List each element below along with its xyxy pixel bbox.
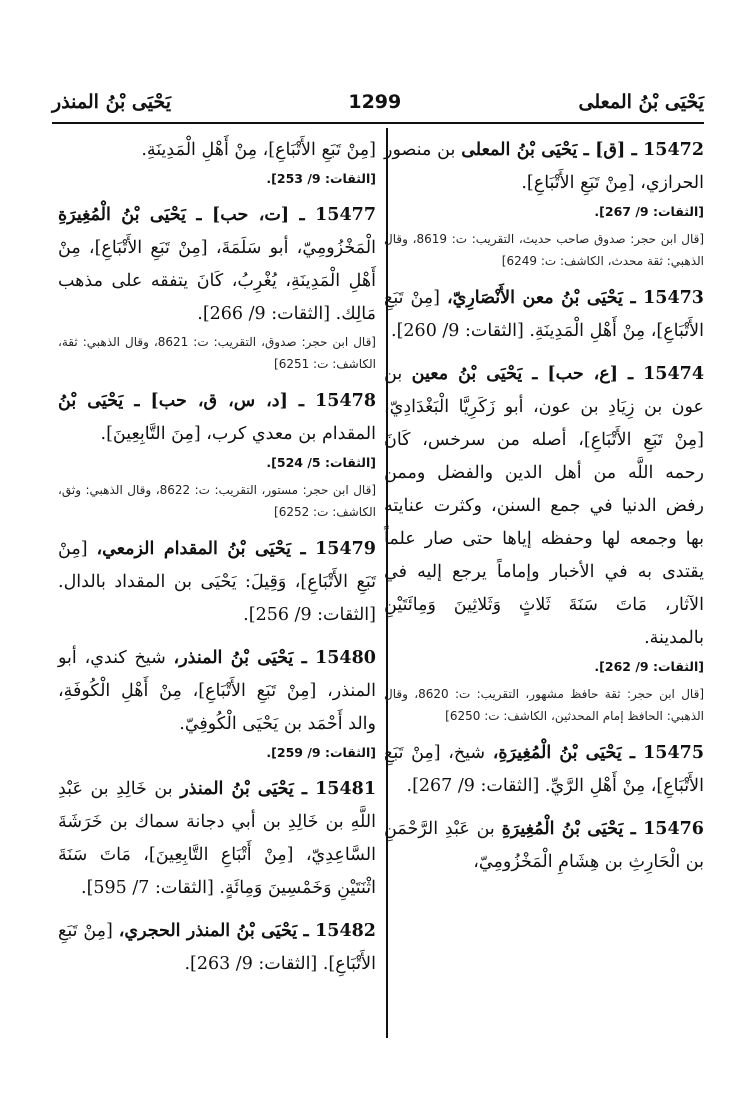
entry-heading: 15474 ـ [ع، حب] ـ يَحْيَى بْنُ معين — [411, 364, 704, 384]
entry-heading: 15481 ـ يَحْيَى بْنُ المنذر — [180, 779, 376, 799]
entry-text — [58, 533, 376, 632]
running-title-left: يَحْيَى بْنُ المنذر — [52, 91, 172, 113]
entry-note: [قال ابن حجر: صدوق، التقريب: ت: 8621، وقال الذهبي: ثقة، الكاشف: ت: 6251] — [58, 335, 376, 371]
entry-body: شيخ، [مِنْ تَبَعِ الأَتْبَاعِ]، مِنْ أَهْلِ الرَّيِّ. [الثقات: 9/ 267]. — [384, 743, 704, 796]
entry-note: [قال ابن حجر: مستور، التقريب: ت: 8622، وقال الذهبي: وثق، الكاشف: ت: 6252] — [58, 483, 377, 519]
entry-body: بن خَالِدِ بن عَبْدِ اللَّهِ بن خَالِدِ بن أبي دجانة سماك بن خَرَشَةَ السَّاعِدِيّ، [مِنْ أَتْبَاعِ التَّابِعِينَ]، مَاتَ سَنَةَ اثْنَتَيْنِ وَخَمْسِينَ وَمِائَةٍ. [الثقات: 7/ 595]. — [58, 779, 376, 898]
page-header — [52, 82, 704, 124]
entry-heading: 15476 ـ يَحْيَى بْنُ الْمُغِيرَةِ — [501, 819, 704, 839]
entry-15472 — [384, 134, 704, 272]
entry-text — [384, 358, 704, 655]
right-column — [384, 134, 704, 889]
entry-body: شيخ كندي، أبو المنذر، [مِنْ تَبَعِ الأَتْبَاعِ]، مِنْ أَهْلِ الْكُوفَةِ، والد أَحْمَد بن يَحْيَى الْكُوفِيّ. — [58, 648, 376, 734]
running-title-right: يَحْيَى بْنُ المعلى — [578, 91, 704, 113]
entry-heading: 15477 ـ [ت، حب] ـ يَحْيَى بْنُ الْمُغِيرَةِ — [58, 205, 376, 225]
entry-text — [58, 642, 376, 741]
entry-body: [مِنْ تَبَعِ الأَتْبَاعِ]، وَقِيلَ: يَحْيَى بن المقداد بالدال. [الثقات: 9/ 256]. — [58, 539, 376, 625]
entry-citation: [الثقات: 9/ 262]. — [594, 659, 704, 674]
entry-text — [58, 134, 376, 167]
entry-heading: 15473 ـ يَحْيَى بْنُ معن الأَنْصَارِيّ، — [446, 288, 704, 308]
entry-heading: 15475 ـ يَحْيَى بْنُ الْمُغِيرَةِ، — [492, 743, 704, 763]
entry-body: [مِنْ تَبَعِ الأَتْبَاعِ]، مِنْ أَهْلِ الْمَدِينَةِ. [الثقات: 9/ 260]. — [384, 288, 704, 341]
entry-citation: [الثقات: 9/ 253]. — [266, 171, 376, 186]
entry-15477 — [58, 199, 376, 375]
entry-15474 — [384, 358, 704, 727]
entry-body: الْمَخْزُومِيّ، أبو سَلَمَةَ، [مِنْ تَبَعِ الأَتْبَاعِ]، مِنْ أَهْلِ الْمَدِينَةِ، يُغْرِبُ، كَانَ يتفقه على مذهب مَالِك. [الثقات: 9/ 266]. — [58, 238, 376, 324]
entry-15479 — [58, 533, 376, 632]
entry-text — [384, 737, 704, 803]
entry-note: [قال ابن حجر: ثقة حافظ مشهور، التقريب: ت: 8620، وقال الذهبي: الحافظ إمام المحدثين، الكاشف: ت: 6250] — [384, 687, 705, 723]
entry-citation: [الثقات: 9/ 267]. — [594, 204, 704, 219]
entry-text — [384, 134, 704, 200]
entry-heading: 15482 ـ يَحْيَى بْنُ المنذر الحجري، — [118, 921, 376, 941]
entry-text — [384, 813, 704, 879]
entry-text — [58, 915, 376, 981]
entry-note: [قال ابن حجر: صدوق صاحب حديث، التقريب: ت: 8619، وقال الذهبي: ثقة محدث، الكاشف: ت: 6249] — [384, 232, 705, 268]
entry-body: بن عَبْدِ الرَّحْمَنِ بن الْحَارِثِ بن هِشَامِ الْمَخْزُومِيّ، — [384, 819, 704, 872]
entry-body: [مِنْ تَبَعِ الأَتْبَاعِ]، مِنْ أَهْلِ الْمَدِينَةِ. — [141, 140, 376, 160]
left-column — [58, 134, 376, 991]
entry-15478 — [58, 385, 376, 523]
entry-citation: [الثقات: 9/ 259]. — [266, 745, 376, 760]
entry-citation: [الثقات: 5/ 524]. — [266, 455, 376, 470]
entry-15482 — [58, 915, 376, 981]
entry-heading: 15478 ـ [د، س، ق، حب] ـ يَحْيَى بْنُ — [58, 391, 376, 411]
entry-text — [384, 282, 704, 348]
entry-text — [58, 385, 376, 451]
entry-15475 — [384, 737, 704, 803]
entry-15476 — [384, 813, 704, 879]
entry-heading: 15472 ـ [ق] ـ يَحْيَى بْنُ المعلى — [461, 140, 705, 160]
entry-15473 — [384, 282, 704, 348]
entry-heading: 15480 ـ يَحْيَى بْنُ المنذر، — [173, 648, 376, 668]
entry-heading: 15479 ـ يَحْيَى بْنُ المقدام الزمعي، — [96, 539, 376, 559]
entry-body: المقدام بن معدي كرب، [مِنَ التَّابِعِينَ]. — [100, 424, 376, 444]
entry-body: بن منصور الحرازي، [مِنْ تَبَعِ الأَتْبَاعِ]. — [384, 140, 704, 193]
entry-text — [58, 199, 376, 331]
entry-text — [58, 773, 376, 905]
entry-body: بن عون بن زِيَادِ بن عون، أبو زَكَرِيَّا الْبَغْدَادِيّ، [مِنْ تَبَعِ الأَتْبَاعِ]، أصله من سرخس، كَانَ رحمه اللَّه من أهل الدين والفضل وممن رفض الدنيا في جمع السنن، وكثرت عنايته بها وجمعه لها وحفظه إياها حتى صار علماً يقتدى به في الأخبار وإماماً يرجع إليه في الآثار، مَاتَ سَنَةَ ثَلاثٍ وَثَلاثِينَ وَمِائَتَيْنِ بالمدينة. — [384, 364, 704, 648]
page-number: 1299 — [348, 91, 402, 113]
entry-15480 — [58, 642, 376, 763]
entry-15481 — [58, 773, 376, 905]
entry-body: [مِنْ تَبَعِ الأَتْبَاعِ]. [الثقات: 9/ 263]. — [58, 921, 376, 974]
entry-continued — [58, 134, 376, 189]
